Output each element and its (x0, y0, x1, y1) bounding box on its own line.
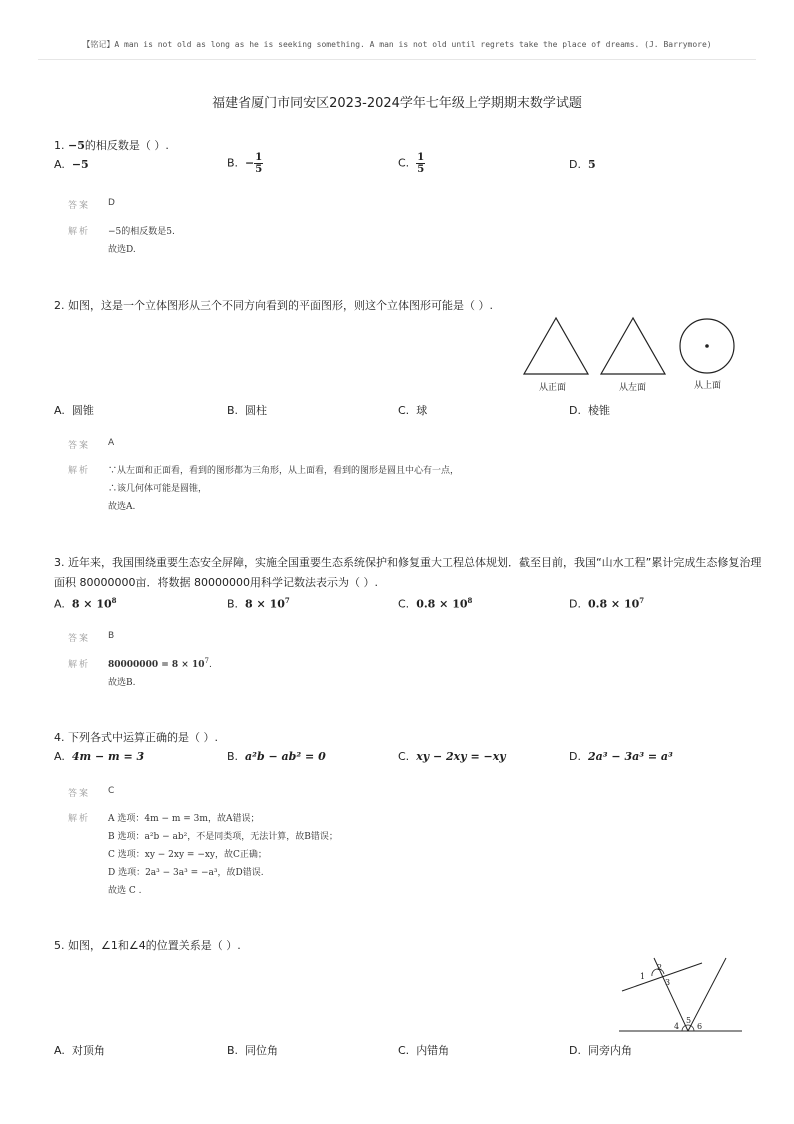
q4-analysis-line-2: B 选项：a²b − ab²，不是同类项，无法计算，故B错误； (108, 832, 338, 842)
q2-analysis-label: 解析 (68, 466, 91, 476)
header-motto: 【铭记】A man is not old as long as he is seeking something. A man is not old until regrets take the place of dreams. (J. Barrymore) (82, 40, 712, 49)
q3-option-c[interactable]: C. $0.8 \times 10^8$ (398, 596, 473, 611)
question-3-stem-line-1: 3. 近年来，我国围绕重要生态安全屏障，实施全国重要生态系统保护和修复重大工程总体规划．截至目前，我国“山水工程”累计完成生态修复治理 (54, 556, 762, 569)
q2-analysis-line-3: 故选A. (108, 502, 136, 512)
q5-option-a[interactable]: A. 对顶角 (54, 1044, 105, 1057)
q3-answer: B (108, 631, 115, 641)
question-2-stem: 2. 如图，这是一个立体图形从三个不同方向看到的平面图形，则这个立体图形可能是（ ）. (54, 299, 493, 312)
q4-option-c[interactable]: C. xy − 2xy = −xy (398, 750, 506, 763)
q3-analysis-line-1: $80000000 = 8 \times 10^7$. (108, 657, 212, 670)
angle-label-2: 2 (657, 963, 663, 972)
q4-option-b[interactable]: B. a²b − ab² = 0 (227, 750, 326, 763)
q4-analysis-label: 解析 (68, 814, 91, 824)
q2-answer-label: 答案 (68, 441, 91, 451)
angle-label-5: 5 (686, 1016, 692, 1025)
question-4-stem: 4. 下列各式中运算正确的是（ ）. (54, 731, 218, 744)
q1-option-d[interactable]: D. 5 (569, 158, 596, 171)
q5-option-d[interactable]: D. 同旁内角 (569, 1044, 632, 1057)
q2-figure-label-left: 从左面 (619, 383, 647, 393)
angle-label-3: 3 (665, 978, 671, 987)
q2-analysis-line-1: ∵从左面和正面看，看到的图形都为三角形，从上面看，看到的图形是圆且中心有一点， (108, 466, 460, 476)
right-leg (688, 958, 726, 1031)
angle-label-6: 6 (697, 1022, 703, 1031)
q2-option-b[interactable]: B. 圆柱 (227, 404, 268, 417)
q2-option-c[interactable]: C. 球 (398, 404, 428, 417)
q1-answer-label: 答案 (68, 201, 91, 211)
page-title: 福建省厦门市同安区2023-2024学年七年级上学期期末数学试题 (212, 96, 582, 111)
q2-analysis-line-2: ∴该几何体可能是圆锥， (108, 484, 208, 494)
q2-answer: A (108, 438, 115, 448)
q1-analysis-line-2: 故选D. (108, 245, 136, 255)
top-view-center-dot (705, 344, 709, 348)
q5-angles-figure (616, 952, 744, 1038)
q1-option-c[interactable]: C. $\frac{1}{5}$ (398, 152, 425, 175)
q4-analysis-line-4: D 选项：2a³ − 3a³ = −a³，故D错误. (108, 868, 264, 878)
q4-answer: C (108, 786, 115, 796)
q2-three-views-figure (520, 316, 742, 382)
angle-label-1: 1 (640, 972, 646, 981)
q1-stem-math: −5 (68, 139, 85, 152)
q4-analysis-line-3: C 选项：xy − 2xy = −xy，故C正确； (108, 850, 267, 860)
q3-analysis-label: 解析 (68, 660, 91, 670)
q5-option-b[interactable]: B. 同位角 (227, 1044, 279, 1057)
q4-option-a[interactable]: A. 4m − m = 3 (54, 750, 145, 763)
q4-option-d[interactable]: D. 2a³ − 3a³ = a³ (569, 750, 673, 763)
front-view-triangle (524, 318, 588, 374)
q2-figure-label-top: 从上面 (694, 381, 722, 391)
q2-figure-label-front: 从正面 (539, 383, 567, 393)
q2-option-d[interactable]: D. 棱锥 (569, 404, 610, 417)
header-divider (38, 59, 756, 60)
left-view-triangle (601, 318, 665, 374)
question-1-stem: 1. −5的相反数是（ ）. (54, 139, 169, 152)
angle-label-4: 4 (674, 1022, 680, 1031)
q3-answer-label: 答案 (68, 634, 91, 644)
q1-analysis-line-1: −5的相反数是5. (108, 227, 175, 237)
q1-option-a[interactable]: A. −5 (54, 158, 89, 171)
q1-answer: D (108, 198, 115, 208)
q2-option-a[interactable]: A. 圆锥 (54, 404, 94, 417)
q4-analysis-line-5: 故选 C . (108, 886, 142, 896)
q3-option-b[interactable]: B. $8 \times 10^7$ (227, 596, 290, 611)
q3-option-d[interactable]: D. $0.8 \times 10^7$ (569, 596, 645, 611)
q4-answer-label: 答案 (68, 789, 91, 799)
q1-option-b[interactable]: B. − $\frac{1}{5}$ (227, 152, 263, 175)
question-3-stem-line-2: 面积 80000000亩．将数据 80000000用科学记数法表示为（ ）. (54, 576, 378, 589)
q5-option-c[interactable]: C. 内错角 (398, 1044, 450, 1057)
q1-analysis-label: 解析 (68, 227, 91, 237)
q3-analysis-line-2: 故选B. (108, 678, 136, 688)
q3-option-a[interactable]: A. $8 \times 10^8$ (54, 596, 117, 611)
q4-analysis-line-1: A 选项：4m − m = 3m，故A错误； (108, 814, 260, 824)
question-5-stem: 5. 如图，∠1和∠4的位置关系是（ ）. (54, 939, 241, 952)
